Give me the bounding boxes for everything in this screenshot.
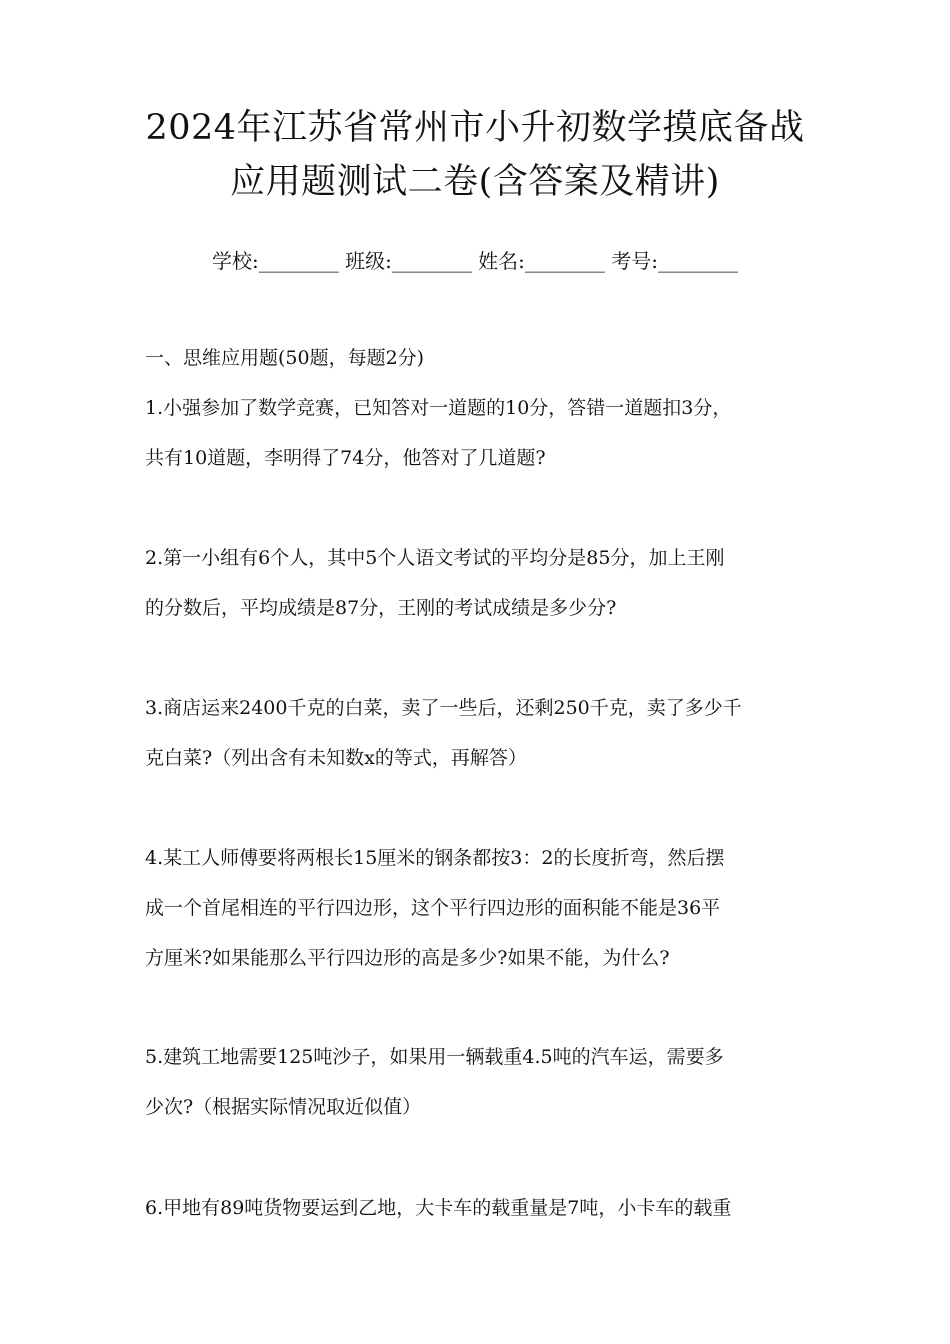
- question-line: 的分数后，平均成绩是87分，王刚的考试成绩是多少分?: [145, 597, 617, 619]
- question-line: 少次?（根据实际情况取近似值）: [145, 1096, 422, 1118]
- question-1: [145, 383, 817, 483]
- question-line: 克白菜?（列出含有未知数x的等式，再解答）: [145, 747, 527, 769]
- question-line: 5.建筑工地需要125吨沙子，如果用一辆载重4.5吨的汽车运，需要多: [145, 1046, 724, 1068]
- question-line: 4.某工人师傅要将两根长15厘米的钢条都按3：2的长度折弯，然后摆: [145, 847, 725, 869]
- document-title-line-2: 应用题测试二卷(含答案及精讲): [230, 162, 720, 202]
- question-3: [145, 683, 817, 783]
- question-2: [145, 533, 817, 633]
- question-6: [145, 1183, 817, 1233]
- student-info-line: 学校:________ 班级:________ 姓名:________ 考号:________: [211, 249, 739, 273]
- question-line: 共有10道题，李明得了74分，他答对了几道题?: [145, 447, 546, 469]
- question-line: 2.第一小组有6个人，其中5个人语文考试的平均分是85分，加上王刚: [145, 547, 725, 569]
- question-line: 成一个首尾相连的平行四边形，这个平行四边形的面积能不能是36平: [145, 897, 721, 919]
- document-title-line-1: 2024年江苏省常州市小升初数学摸底备战: [145, 108, 805, 148]
- question-5: [145, 1032, 817, 1132]
- question-line: 3.商店运来2400千克的白菜，卖了一些后，还剩250千克，卖了多少千: [145, 697, 742, 719]
- section-heading: 一、思维应用题(50题，每题2分): [145, 347, 425, 369]
- question-line: 1.小强参加了数学竞赛，已知答对一道题的10分，答错一道题扣3分，: [145, 397, 732, 419]
- question-line: 方厘米?如果能那么平行四边形的高是多少?如果不能，为什么?: [145, 947, 670, 969]
- question-line: 6.甲地有89吨货物要运到乙地，大卡车的载重量是7吨，小卡车的载重: [145, 1197, 732, 1219]
- question-4: [145, 833, 817, 983]
